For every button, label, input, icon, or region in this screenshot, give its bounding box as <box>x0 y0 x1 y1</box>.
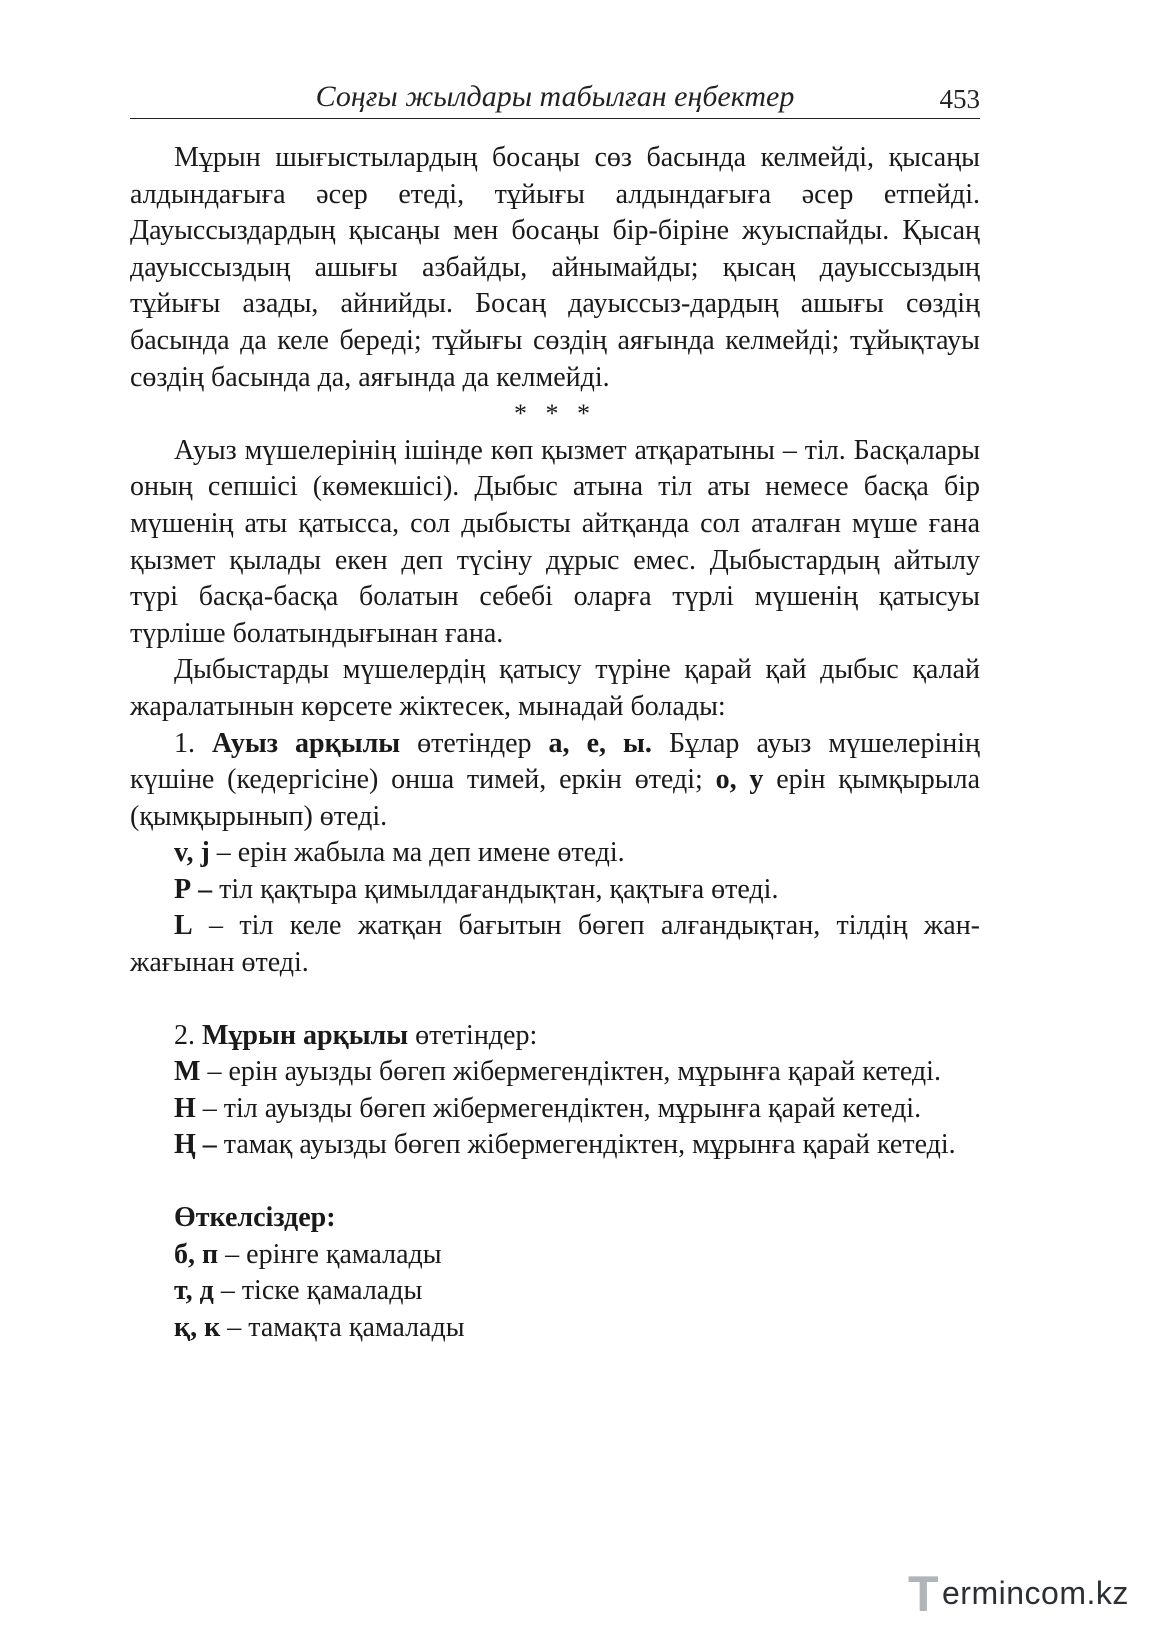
watermark-letter: T <box>908 1566 939 1622</box>
paragraph-consonants: Мұрын шығыстылардың босаңы сөз басында келмейді, қысаңы алдындағыға әсер етеді, тұйығы алдындағыға әсер етпейді. Дауыссыздардың қысаңы мен босаңы бір-біріне жуыспайды. Қысаң дауыссыздың ашығы азбайды, айнымайды; қысаң дауыссыздың тұйығы азады, айнийды. Босаң дауыссыз-дардың ашығы сөздің басында да келе береді; тұйығы сөздің аяғында келмейді; тұйықтауы сөздің басында да, аяғында да келмейді. <box>130 142 980 393</box>
line-v-j: v, j – ерін жабыла ма деп имене өтеді. <box>174 837 625 869</box>
line-m: М – ерін ауызды бөгеп жібермегендіктен, мұрынға қарай кетеді. <box>174 1056 941 1088</box>
page-number: 453 <box>939 84 980 114</box>
watermark-logo <box>908 1566 1129 1622</box>
line-t-d: т, д – тіске қамалады <box>174 1275 423 1307</box>
paragraph-organs: Ауыз мүшелерінің ішінде көп қызмет атқаратыны – тіл. Басқалары оның сепшісі (көмекшісі). Дыбыс атына тіл аты немесе басқа бір мүшенің аты қатысса, сол дыбысты айтқанда сол аталған мүше ғана қызмет қылады екен деп түсіну дұрыс емес. Дыбыстардың айтылу түрі басқа-басқа болатын себебі оларға түрлі мүшенің қатысуы түрліше болатындығынан ғана. <box>130 434 980 649</box>
running-title: Соңғы жылдары табылған еңбектер <box>315 80 795 113</box>
list-item-nasal: 2. Мұрын арқылы өтетіндер: <box>174 1019 538 1051</box>
section-separator: * * * <box>514 399 596 429</box>
running-header <box>130 78 980 119</box>
line-l: L – тіл келе жатқан бағытын бөгеп алғандықтан, тілдің жан-жағынан өтеді. <box>130 910 980 979</box>
page-body <box>130 140 980 1346</box>
line-r: Р – тіл қақтыра қимылдағандықтан, қақтыға өтеді. <box>174 873 779 905</box>
line-b-p: б, п – ерінге қамалады <box>174 1238 442 1270</box>
line-q-k: қ, к – тамақта қамалады <box>174 1311 465 1343</box>
watermark-text: ermincom.kz <box>942 1575 1129 1611</box>
line-n: Н – тіл ауызды бөгеп жібермегендіктен, мұрынға қарай кетеді. <box>174 1092 922 1124</box>
list-item-oral: 1. Ауыз арқылы өтетіндер а, е, ы. Бұлар ауыз мүшелерінің күшіне (кедергісіне) онша тимей, еркін өтеді; о, у ерін қымқырыла (қымқырынып) өтеді. <box>130 727 980 832</box>
paragraph-classification: Дыбыстарды мүшелердің қатысу түріне қарай қай дыбыс қалай жаралатынын көрсете жіктесек, мынадай болады: <box>130 654 980 722</box>
heading-stops: Өткелсіздер: <box>174 1202 336 1234</box>
line-ng: Ң – тамақ ауызды бөгеп жібермегендіктен, мұрынға қарай кетеді. <box>174 1129 956 1161</box>
